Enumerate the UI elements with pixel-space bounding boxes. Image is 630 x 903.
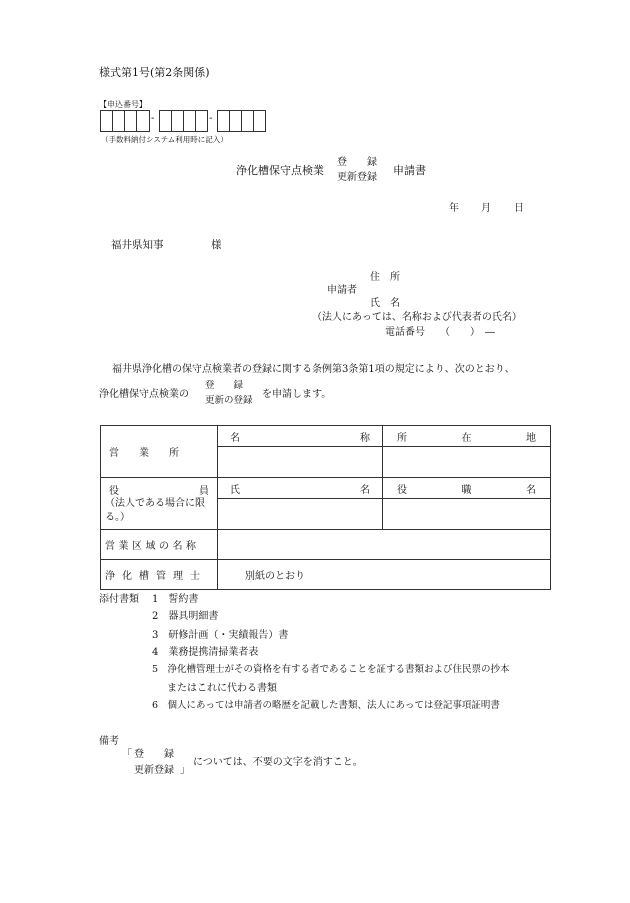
title-option-register: 登 録 [337,157,377,168]
header-position-char-1: 役 [397,484,407,496]
manager-value-cell[interactable] [218,560,551,590]
office-label: 営 業 所 [109,448,179,459]
date-day: 日 [514,203,524,214]
attachment-item: 5 浄化槽管理士がその資格を有する者であることを証する書類および住民票の抄本 [152,664,510,675]
attachments-heading: 添付書類 [99,594,139,605]
form-label: 様式第1号(第2条関係) [99,66,210,79]
body-line-1: 福井県浄化槽の保守点検業者の登録に関する条例第3条第1項の規定により、次のとおり、 [112,364,515,375]
applicant-name-label: 氏 名 [370,298,400,309]
officer-note: （法人である場合に限る。） [105,498,205,523]
addressee-name: 福井県知事 [111,239,164,251]
attachment-item: 4 業務提携清掃業者表 [152,647,259,658]
area-label-cell [101,530,218,560]
header-location-char-1: 所 [397,432,407,444]
date-month: 月 [481,203,491,214]
date-year: 年 [449,203,459,214]
officer-label-char-2: 員 [199,486,209,497]
application-number-field-1[interactable] [100,110,150,132]
applicant-label: 申請者 [327,285,357,296]
remarks-close-quote: 」 [180,765,190,776]
officer-position-header [383,478,551,499]
manager-label-cell [101,560,218,590]
officer-name-header [218,478,383,499]
remarks-heading: 備考 [99,736,119,747]
application-number-dash-1: - [151,113,155,124]
header-name-char-2: 称 [360,432,370,444]
header-location-char-3: 地 [526,432,536,444]
body-line-2-prefix: 浄化槽保守点検業の [99,389,189,400]
office-label-cell [101,426,218,478]
addressee-honorific: 様 [211,239,222,251]
registration-table [100,425,551,590]
attachment-item: 3 研修計画（・実績報告）書 [152,630,289,641]
header-name-char-1: 名 [230,432,240,444]
attachment-item-continuation: またはこれに代わる書類 [167,683,277,694]
area-label: 営業区域の名称 [105,541,200,552]
manager-label: 浄化槽管理士 [105,571,207,582]
officer-position-input[interactable] [383,499,551,530]
remarks-option-register: 登 録 [134,749,174,760]
application-number-note: （手数料納付システム利用時に記入） [101,135,228,144]
area-input[interactable] [218,530,551,560]
applicant-corporate-note: （法人にあっては、名称および代表者の氏名） [312,312,522,323]
remarks-open-quote: 「 [122,749,132,760]
officer-label-char-1: 役 [109,486,119,497]
office-name-input[interactable] [218,447,383,478]
header-position-char-3: 名 [526,484,536,496]
office-location-header [383,426,551,447]
application-number-field-2[interactable] [159,110,208,132]
header-person-char-2: 名 [360,484,370,496]
title-option-renewal: 更新登録 [337,172,377,183]
office-name-header [218,426,383,447]
attachment-item: 6 個人にあっては申請者の略歴を記載した書類、法人にあっては登記事項証明書 [152,700,500,711]
attachment-item: 1 誓約書 [152,594,199,605]
attachment-item: 2 器具明細書 [152,611,219,622]
application-number-dash-2: - [209,113,213,124]
title-prefix: 浄化槽保守点検業 [236,164,324,177]
body-option-register: 登 録 [205,380,244,391]
applicant-phone-label: 電話番号 （ ） ― [385,327,495,338]
officer-name-input[interactable] [218,499,383,530]
remarks-text: については、不要の文字を消すこと。 [193,757,363,768]
header-person-char-1: 氏 [230,484,240,496]
application-number-label: 【申込番号】 [99,100,147,109]
body-option-renewal: 更新の登録 [205,395,253,406]
application-number-field-3[interactable] [217,110,266,132]
title-suffix: 申請書 [393,164,426,177]
header-location-char-2: 在 [461,432,472,444]
applicant-address-label: 住 所 [370,272,400,283]
officer-label-cell [101,478,218,530]
manager-value: 別紙のとおり [245,571,305,582]
header-position-char-2: 職 [461,484,472,496]
remarks-option-renewal: 更新登録 [134,765,174,776]
body-line-2-suffix: を申請します。 [262,389,332,400]
office-location-input[interactable] [383,447,551,478]
